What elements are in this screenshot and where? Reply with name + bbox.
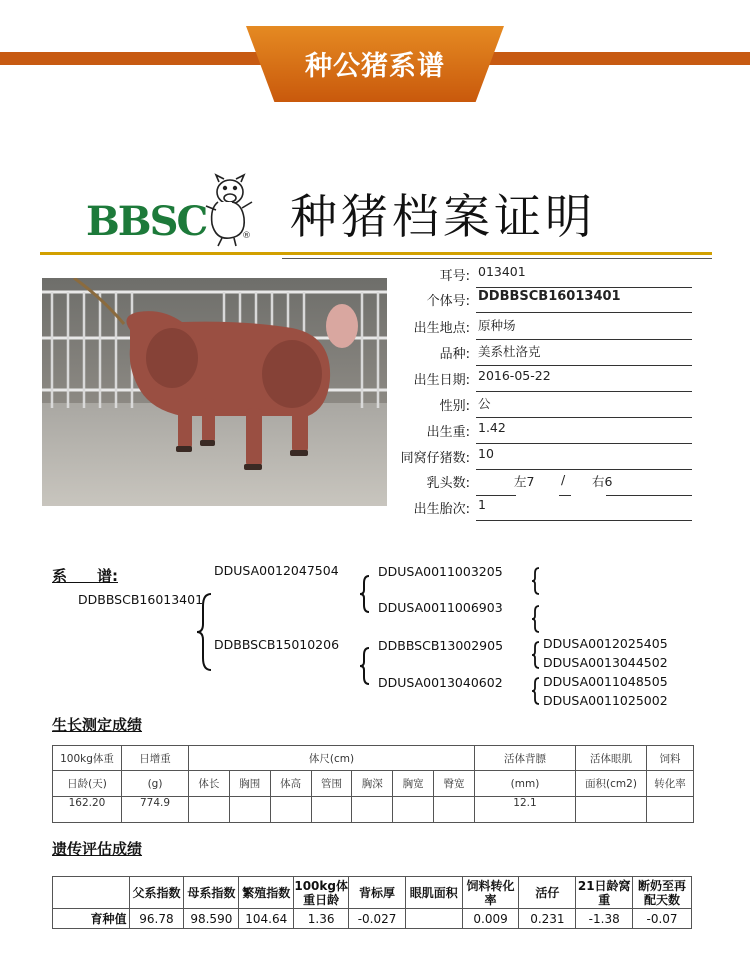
growth-v-days: 162.20 (53, 797, 122, 823)
teats-right: 右6 (592, 474, 613, 489)
info-label: 出生日期: (413, 373, 470, 388)
growth-title: 生长测定成绩 (52, 716, 143, 734)
growth-v-body (189, 797, 230, 823)
info-value: 013401 (478, 264, 526, 279)
growth-v-body (311, 797, 352, 823)
genetic-value: -1.38 (576, 909, 633, 929)
pedigree-brace-dam (358, 646, 372, 686)
info-underline (476, 417, 692, 418)
banner-title: 种公猪系谱 (305, 51, 445, 82)
info-underline (476, 312, 692, 313)
registered-mark: ® (242, 231, 251, 241)
growth-sub: 臀宽 (434, 771, 475, 797)
info-value: 原种场 (478, 318, 516, 333)
certificate-title: 种猪档案证明 (290, 190, 596, 245)
teats-left: 左7 (514, 474, 535, 489)
genetic-header: 父系指数 (129, 877, 184, 909)
growth-h-gain-2: (g) (122, 771, 189, 797)
growth-sub: 胸宽 (393, 771, 434, 797)
genetic-header: 100kg体重日龄 (294, 878, 348, 907)
genetic-value: -0.027 (349, 909, 406, 929)
growth-sub: 胸深 (352, 771, 393, 797)
pedigree-ds-dam: DDUSA0013044502 (543, 655, 668, 670)
growth-v-body (393, 797, 434, 823)
growth-h-eye-2: 面积(cm2) (576, 771, 647, 797)
pedigree-dam-dam: DDUSA0013040602 (378, 675, 503, 690)
teats-underline-2 (559, 495, 571, 496)
growth-sub: 体长 (189, 771, 230, 797)
pedigree-ds-sire: DDUSA0012025405 (543, 636, 668, 651)
pedigree-brace-sire (358, 574, 372, 614)
info-value: 美系杜洛克 (478, 344, 541, 359)
teats-underline-1 (476, 495, 516, 496)
pedigree-brace-sd (530, 604, 542, 634)
growth-h-days-1: 100kg体重 (53, 746, 122, 771)
pedigree-sire-sire: DDUSA0011003205 (378, 564, 503, 579)
pedigree-brace-main (195, 592, 215, 672)
info-value: 2016-05-22 (478, 368, 551, 383)
genetic-value: 104.64 (239, 909, 294, 929)
genetic-header: 断奶至再配天数 (633, 877, 692, 909)
teats-underline-3 (606, 495, 692, 496)
genetic-value: 1.36 (294, 909, 349, 929)
pedigree-self: DDBBSCB16013401 (78, 592, 204, 607)
info-label: 出生胎次: (413, 502, 470, 517)
growth-v-body (352, 797, 393, 823)
info-value: 1.42 (478, 420, 506, 435)
genetic-header: 饲料转化率 (462, 877, 519, 909)
info-underline (476, 520, 692, 521)
info-label: 同窝仔猪数: (400, 451, 470, 466)
pedigree-title: 系 谱: (52, 567, 118, 585)
pedigree-dam-sire: DDBBSCB13002905 (378, 638, 504, 653)
genetic-header: 繁殖指数 (239, 877, 294, 909)
logo-text: BBSC (86, 198, 207, 245)
growth-h-fat-1: 活体背膘 (475, 746, 576, 771)
genetic-header: 眼肌面积 (405, 877, 462, 909)
pedigree-sire-dam: DDUSA0011006903 (378, 600, 503, 615)
pedigree-dd-dam: DDUSA0011025002 (543, 693, 668, 708)
growth-h-feed-1: 饲料 (647, 746, 694, 771)
growth-sub: 胸围 (229, 771, 270, 797)
growth-h-fat-2: (mm) (475, 771, 576, 797)
info-label: 出生地点: (413, 321, 470, 336)
genetic-corner (53, 877, 130, 909)
genetic-value: 0.009 (462, 909, 519, 929)
info-label: 性别: (439, 399, 470, 414)
growth-v-eye (576, 797, 647, 823)
growth-table (52, 745, 694, 823)
header-rule-thin (282, 258, 712, 259)
growth-v-gain: 774.9 (122, 797, 189, 823)
growth-v-feed (647, 797, 694, 823)
growth-h-days-2: 日龄(天) (53, 771, 122, 797)
info-underline (476, 391, 692, 392)
genetic-table (52, 876, 692, 929)
growth-h-body: 体尺(cm) (189, 746, 475, 771)
info-label: 乳头数: (426, 476, 470, 491)
info-underline (476, 365, 692, 366)
genetic-value: 98.590 (184, 909, 239, 929)
growth-sub: 管围 (311, 771, 352, 797)
pedigree-dd-sire: DDUSA0011048505 (543, 674, 668, 689)
growth-v-body (229, 797, 270, 823)
info-underline (476, 443, 692, 444)
info-value: 公 (478, 396, 491, 411)
growth-v-body (270, 797, 311, 823)
info-value: DDBBSCB16013401 (478, 289, 621, 304)
info-underline (476, 469, 692, 470)
pedigree-brace-ss (530, 566, 542, 596)
genetic-header: 背标厚 (349, 877, 406, 909)
genetic-header: 活仔 (519, 877, 576, 909)
info-value: 10 (478, 446, 494, 461)
growth-h-eye-1: 活体眼肌 (576, 746, 647, 771)
info-underline (476, 287, 692, 288)
growth-h-feed-2: 转化率 (647, 771, 694, 797)
pedigree-sire: DDUSA0012047504 (214, 563, 339, 578)
genetic-header: 母系指数 (184, 877, 239, 909)
info-label: 耳号: (439, 269, 470, 284)
info-underline (476, 339, 692, 340)
pedigree-brace-ds (530, 640, 542, 670)
info-value: 1 (478, 497, 486, 512)
info-label: 出生重: (426, 425, 470, 440)
genetic-value: -0.07 (633, 909, 692, 929)
growth-v-fat: 12.1 (475, 797, 576, 823)
header-rule (40, 252, 712, 255)
growth-sub: 体高 (270, 771, 311, 797)
pedigree-dam: DDBBSCB15010206 (214, 637, 340, 652)
genetic-row-label: 育种值 (53, 909, 130, 929)
growth-h-gain-1: 日增重 (122, 746, 189, 771)
info-label: 品种: (439, 347, 470, 362)
genetic-value: 96.78 (129, 909, 184, 929)
growth-v-body (434, 797, 475, 823)
genetic-header: 21日龄窝重 (576, 877, 633, 909)
teats-separator: / (561, 472, 566, 487)
genetic-value (405, 909, 462, 929)
info-label: 个体号: (426, 294, 470, 309)
pedigree-brace-dd (530, 676, 542, 706)
genetic-value: 0.231 (519, 909, 576, 929)
genetic-title: 遗传评估成绩 (52, 840, 143, 858)
